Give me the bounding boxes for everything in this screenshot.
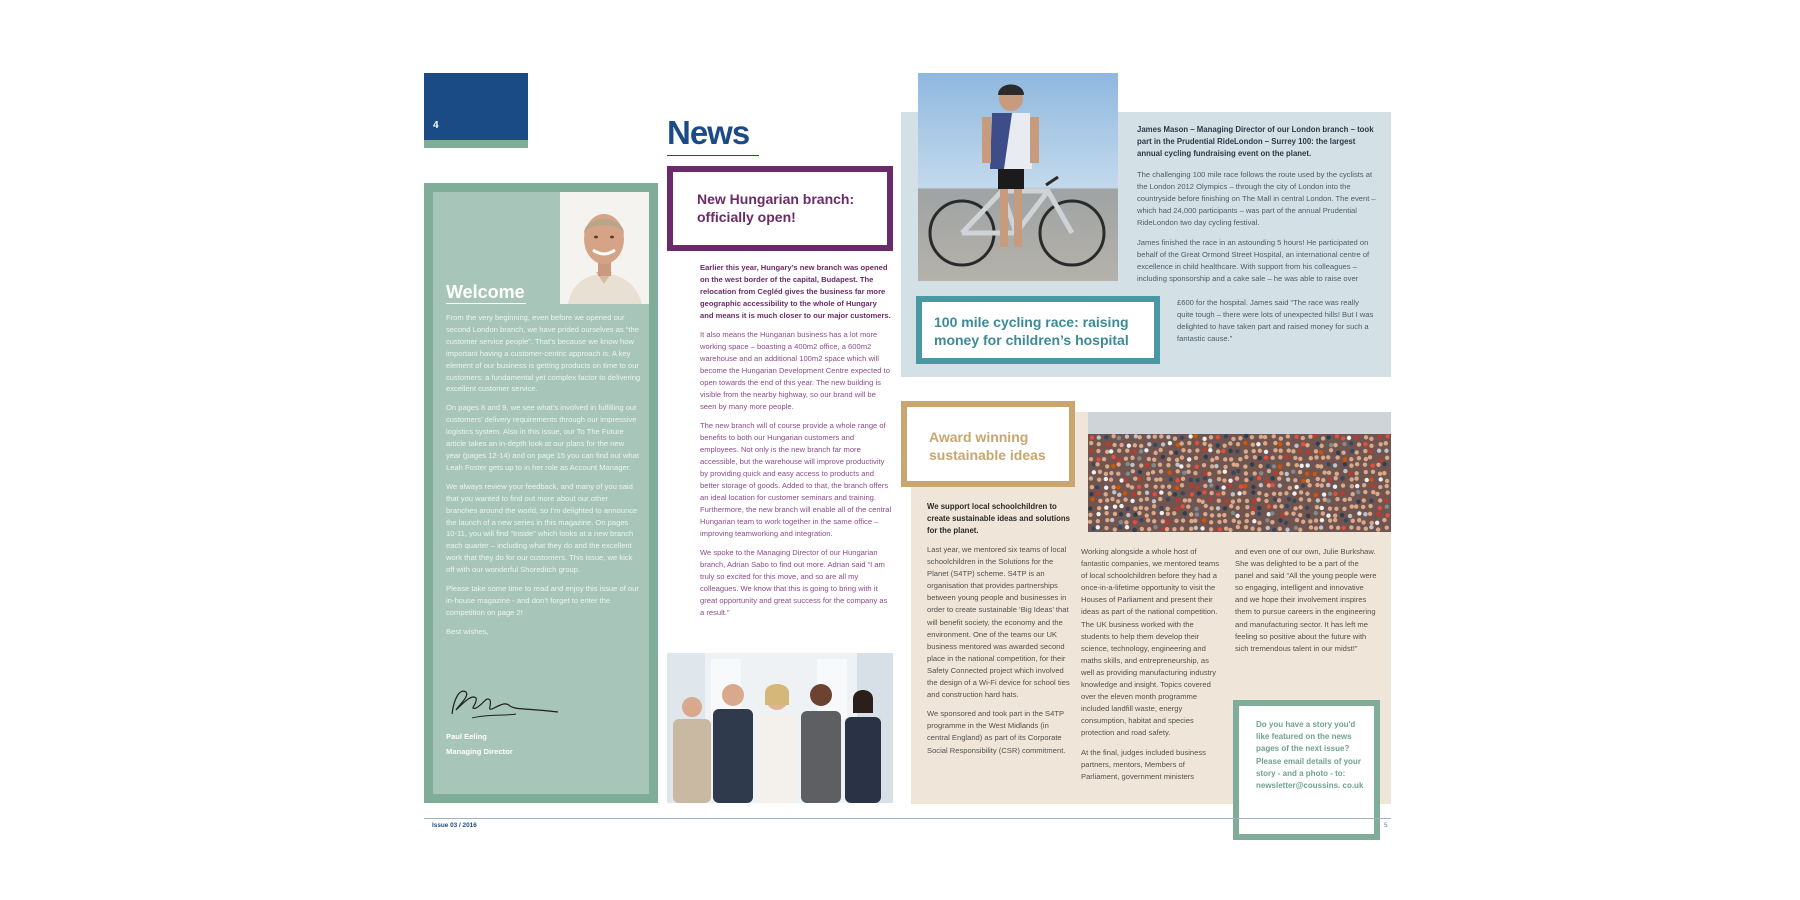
news-section-title: News xyxy=(667,114,750,151)
hungary-paragraph: The new branch will of course provide a whole range of benefits to both our Hungarian customers and employees. Not only is the new branch far more accessible, but the warehouse will improve productivity by providing quick and easy access to products and better storage of goods. Added to that, the branch offers an ideal location for customer seminars and training. Furthermore, the new branch will enable all of the central Hungarian team to work together in the same office – improving teamworking and integration. xyxy=(700,421,892,538)
welcome-paragraph: On pages 8 and 9, we see what’s involved in fulfilling our customers’ delivery requirements through our impressive logistics system. Also in this issue, our To The Future article takes an in-depth look at our plans for the new year (pages 12-14) and on page 15 you can find out what Leah Foster gets up to in her role as Account Manager. xyxy=(446,403,639,472)
page-number-stripe xyxy=(424,140,528,148)
award-headline: Award winning sustainable ideas xyxy=(929,429,1046,463)
welcome-paragraph: From the very beginning, even before we opened our second London branch, we have prided ourselves as “the customer service people”. That’s because we know how important having a customer-centric approach is. A key element of our business is getting products on time to our customers: a fundamental yet complex factor to delivering excellent customer service. xyxy=(446,313,641,394)
hungary-headline: New Hungarian branch: officially open! xyxy=(697,191,855,225)
cycling-paragraph-continued: £600 for the hospital. James said “The race was really quite tough – there were lots of unexpected hills! But I was delighted to have taken part and raised money for such a fantastic cause.” xyxy=(1177,298,1374,343)
welcome-paragraph: Best wishes, xyxy=(446,626,489,636)
cycling-headline: 100 mile cycling race: raising money for children’s hospital xyxy=(934,314,1129,348)
signatory-role: Managing Director xyxy=(446,747,513,756)
hungary-lead: Earlier this year, Hungary’s new branch was opened on the west border of the capital, Budapest. The relocation from Cegléd gives the business far more geographic accessibility to the whole of Hungary and means it is much closer to our major customers. xyxy=(700,263,891,320)
cycling-paragraph: The challenging 100 mile race follows the route used by the cyclists at the London 2012 Olympics – through the city of London into the countryside before finishing on The Mall in central London. The event – which had 24,000 participants – was part of the annual Prudential RideLondon two day cycling festival. xyxy=(1137,170,1376,227)
signature xyxy=(446,684,562,724)
award-paragraph: Working alongside a whole host of fantastic companies, we mentored teams of local schoolchildren before they had a once-in-a-lifetime opportunity to visit the Houses of Parliament and present their ideas as part of the national competition. The UK business worked with the students to help them develop their science, technology, engineering and maths skills, and entrepreneurship, as well as providing manufacturing industry knowledge and insight. Topics covered over the eleven month programme included landfill waste, energy consumption, habitat and species protection and road safety. xyxy=(1081,547,1220,738)
award-paragraph: We sponsored and took part in the S4TP programme in the West Midlands (in central England) as part of its Corporate Social Responsibility (CSR) commitment. xyxy=(927,709,1066,755)
award-column-2 xyxy=(1081,546,1223,790)
award-lead: We support local schoolchildren to create sustainable ideas and solutions for the planet. xyxy=(927,502,1070,535)
welcome-paragraph: Please take some time to read and enjoy this issue of our in-house magazine - and don’t forget to enter the competition on page 2! xyxy=(446,584,639,617)
signatory-name: Paul Eeling xyxy=(446,732,487,741)
cycling-paragraph: James finished the race in an astounding 5 hours! He participated on behalf of the Great Ormond Street Hospital, an international centre of excellence in child healthcare. With support from his colleagues – including sponsorship and a cake sale – he was able to raise over xyxy=(1137,238,1370,283)
award-paragraph: Last year, we mentored six teams of local schoolchildren in the Solutions for the Planet (S4TP) scheme. S4TP is an organisation that provides partnerships between young people and businesses in order to create sustainable ‘Big Ideas’ that will benefit society, the economy and the environment. One of the teams our UK business mentored was awarded second place in the national competition, for their Safety Connected project which involved the design of a Wi-Fi device for school ties and construction hard hats. xyxy=(927,545,1070,700)
story-submission-text: Do you have a story you'd like featured on the news pages of the next issue? Please email details of your story - and a photo - to: newsletter@coussins. co.uk xyxy=(1256,720,1364,791)
hungary-paragraph: We spoke to the Managing Director of our Hungarian branch, Adrian Sabo to find out more. Adrian said “I am truly so excited for this move, and so are all my colleagues. We know that this is going to bring with it great opportunity and great success for the company as a result.” xyxy=(700,548,888,617)
award-paragraph: and even one of our own, Julie Burkshaw. She was delighted to be a part of the panel and said “All the young people were so engaging, intelligent and innovative and we hope their involvement inspires them to pursue careers in the engineering and manufacturing sector. It has left me feeling so positive about the future with sich tremendous talent in our midst!” xyxy=(1235,547,1377,653)
hungary-paragraph: It also means the Hungarian business has a lot more working space – boasting a 400m2 office, a 600m2 warehouse and an additional 100m2 space which will become the Hungarian Development Centre expected to open towards the end of this year. The new building is visible from the nearby highway, so our brand will be seen by many more people. xyxy=(700,330,890,411)
welcome-title: Welcome xyxy=(446,282,525,302)
award-column-1 xyxy=(927,544,1073,764)
cyclist-photo xyxy=(918,73,1118,281)
award-paragraph: At the final, judges included business partners, mentors, Members of Parliament, government ministers xyxy=(1081,747,1206,781)
page-number-block xyxy=(424,73,528,147)
page-number-left: 4 xyxy=(433,120,439,131)
award-column-3 xyxy=(1235,546,1377,662)
welcome-body xyxy=(446,312,641,645)
schoolchildren-crowd-photo xyxy=(1088,412,1391,532)
managing-director-portrait xyxy=(560,192,649,304)
cycling-lead: James Mason – Managing Director of our London branch – took part in the Prudential RideLondon – Surrey 100: the largest annual cycling fundraising event on the planet. xyxy=(1137,125,1374,158)
welcome-title-underline xyxy=(446,303,526,304)
page-number-right: 5 xyxy=(1384,822,1388,829)
hungary-article-body xyxy=(700,262,892,626)
footer-issue: Issue 03 / 2016 xyxy=(432,822,477,829)
welcome-paragraph: We always review your feedback, and many of you said that you wanted to find out more about our other branches around the world, so I’m delighted to announce the launch of a new series in this magazine. On pages 10-11, you will find “Inside” which looks at a new branch each quarter – including what they do and the excellent work that they do for our customers. This issue, we kick off with our wonderful Shoreditch group. xyxy=(446,481,638,575)
news-title-underline xyxy=(667,155,759,156)
footer-rule xyxy=(424,818,1391,819)
business-team-photo xyxy=(667,653,893,803)
